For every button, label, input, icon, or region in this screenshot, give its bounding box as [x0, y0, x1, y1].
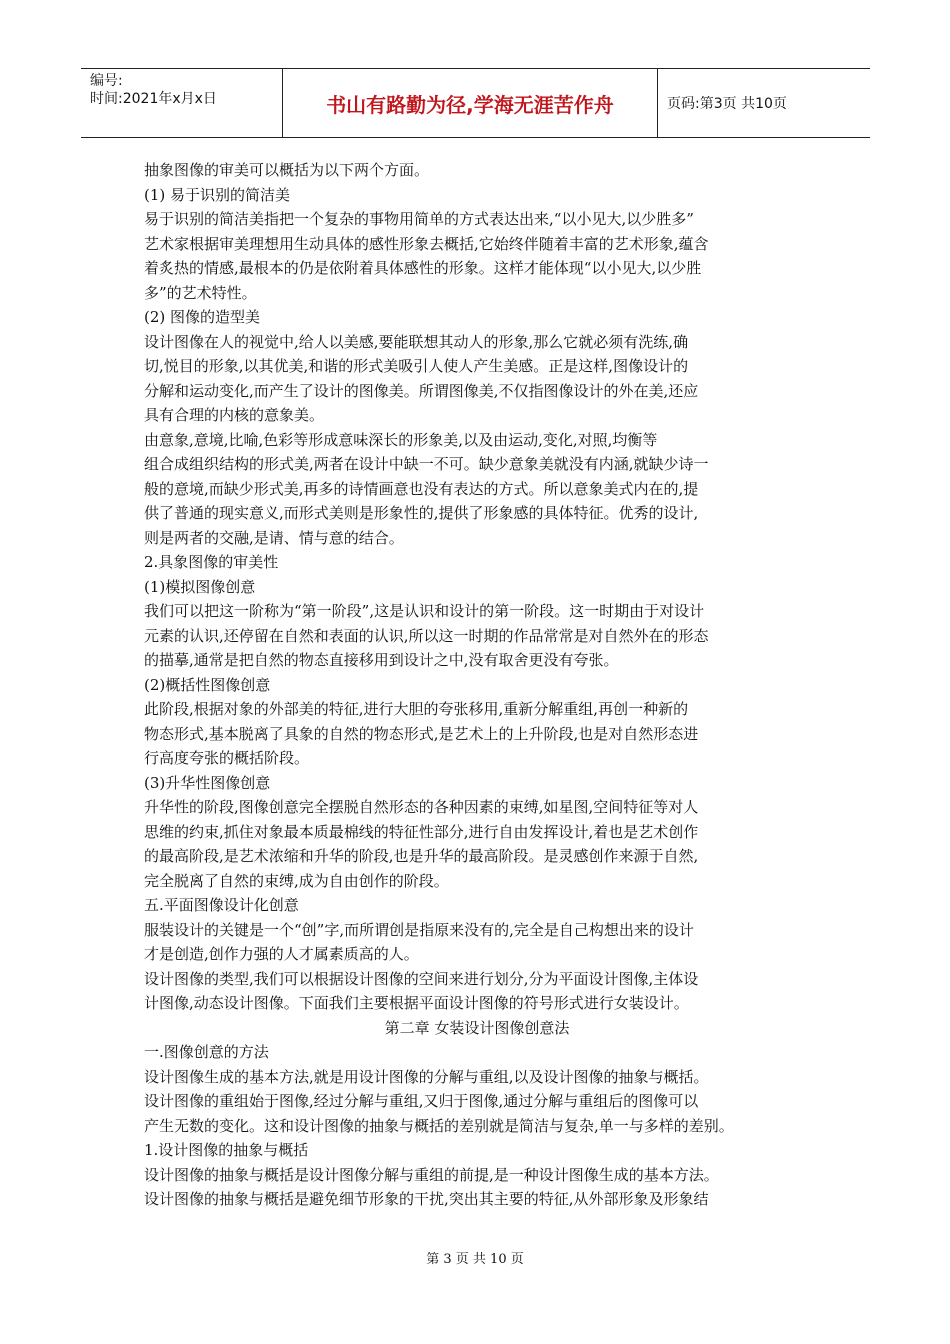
text-line: 此阶段,根据对象的外部美的特征,进行大胆的夸张移用,重新分解重组,再创一种新的 [144, 700, 689, 718]
text-line: 设计图像生成的基本方法,就是用设计图像的分解与重组,以及设计图像的抽象与概括。 [144, 1067, 709, 1086]
text-line: 行高度夸张的概括阶段。 [144, 749, 310, 767]
text-line: 物态形式,基本脱离了具象的自然的物态形式,是艺术上的上升阶段,也是对自然形态进 [144, 724, 699, 743]
text-line: (2) 图像的造型美 [144, 308, 261, 326]
text-line: 由意象,意境,比喻,色彩等形成意味深长的形象美,以及由运动,变化,对照,均衡等 [144, 430, 658, 449]
text-line: 艺术家根据审美理想用生动具体的感性形象去概括,它始终伴随着丰富的艺术形象,蕴含 [144, 234, 709, 253]
text-line: 第二章 女装设计图像创意法 [384, 1018, 570, 1037]
document-number-label: 编号: [90, 73, 123, 89]
text-line: 设计图像在人的视觉中,给人以美感,要能联想其动人的形象,那么它就必须有洗练,确 [144, 332, 689, 351]
text-line: 服装设计的关键是一个“创”字,而所谓创是指原来没有的,完全是自己构想出来的设计 [144, 920, 694, 939]
text-line: 设计图像的重组始于图像,经过分解与重组,又归于图像,通过分解与重组后的图像可以 [144, 1092, 699, 1110]
header-motto: 书山有路勤为径,学海无涯苦作舟 [283, 69, 658, 137]
text-line: 着炙热的情感,最根本的仍是依附着具体感性的形象。这样才能体现“以小见大,以少胜 [144, 259, 702, 277]
text-line: 五.平面图像设计化创意 [144, 896, 299, 914]
text-line: 1.设计图像的抽象与概括 [144, 1141, 309, 1159]
text-line: 完全脱离了自然的束缚,成为自由创作的阶段。 [144, 871, 449, 890]
text-line: 抽象图像的审美可以概括为以下两个方面。 [144, 161, 430, 179]
text-line: 2.具象图像的审美性 [144, 553, 279, 571]
document-date-label: 时间:2021年x月x日 [90, 91, 217, 107]
text-line: 分解和运动变化,而产生了设计的图像美。所谓图像美,不仅指图像设计的外在美,还应 [144, 381, 699, 400]
text-line: (3)升华性图像创意 [144, 773, 271, 792]
text-line: 我们可以把这一阶称为“第一阶段”,这是认识和设计的第一阶段。这一时期由于对设计 [144, 602, 705, 620]
text-line: 易于识别的简洁美指把一个复杂的事物用简单的方式表达出来,“以小见大,以少胜多” [144, 210, 694, 228]
text-line: 才是创造,创作力强的人才属素质高的人。 [144, 945, 419, 963]
page-footer: 第 3 页 共 10 页 [426, 1252, 524, 1267]
header-page-number: 页码:第3页 共10页 [667, 96, 787, 112]
text-line: 元素的认识,还停留在自然和表面的认识,所以这一时期的作品常常是对自然外在的形态 [144, 626, 709, 645]
text-line: 般的意境,而缺少形式美,再多的诗情画意也没有表达的方式。所以意象美式内在的,提 [144, 479, 699, 498]
text-line: (2)概括性图像创意 [144, 675, 271, 694]
text-line: 设计图像的抽象与概括是设计图像分解与重组的前提,是一种设计图像生成的基本方法。 [144, 1165, 719, 1184]
text-line: 的描摹,通常是把自然的物态直接移用到设计之中,没有取舍更没有夸张。 [144, 651, 619, 669]
text-line: 设计图像的抽象与概括是避免细节形象的干扰,突出其主要的特征,从外部形象及形象结 [144, 1190, 709, 1208]
header-meta-cell [81, 69, 283, 137]
text-line: 思维的约束,抓住对象最本质最棉线的特征性部分,进行自由发挥设计,着也是艺术创作 [144, 822, 699, 841]
text-line: 则是两者的交融,是请、情与意的结合。 [144, 528, 404, 547]
text-line: 具有合理的内核的意象美。 [144, 406, 325, 424]
text-line: 计图像,动态设计图像。下面我们主要根据平面设计图像的符号形式进行女装设计。 [144, 994, 689, 1012]
page-header [81, 68, 870, 138]
text-line: 供了普通的现实意义,而形式美则是形象性的,提供了形象感的具体特征。优秀的设计, [144, 504, 699, 522]
document-body [144, 158, 810, 1212]
text-line: 升华性的阶段,图像创意完全摆脱自然形态的各种因素的束缚,如星图,空间特征等对人 [144, 798, 699, 816]
text-line: 产生无数的变化。这和设计图像的抽象与概括的差别就是简洁与复杂,单一与多样的差别。 [144, 1116, 734, 1135]
text-line: (1)模拟图像创意 [144, 577, 256, 596]
text-line: 切,悦目的形象,以其优美,和谐的形式美吸引人使人产生美感。正是这样,图像设计的 [144, 357, 689, 375]
text-line: 的最高阶段,是艺术浓缩和升华的阶段,也是升华的最高阶段。是灵感创作来源于自然, [144, 847, 699, 865]
text-line: (1) 易于识别的简洁美 [144, 185, 291, 204]
text-line: 一.图像创意的方法 [144, 1043, 269, 1061]
text-line: 多”的艺术特性。 [144, 283, 257, 302]
text-line: 组合成组织结构的形式美,两者在设计中缺一不可。缺少意象美就没有内涵,就缺少诗一 [144, 455, 709, 473]
text-line: 设计图像的类型,我们可以根据设计图像的空间来进行划分,分为平面设计图像,主体设 [144, 969, 699, 988]
